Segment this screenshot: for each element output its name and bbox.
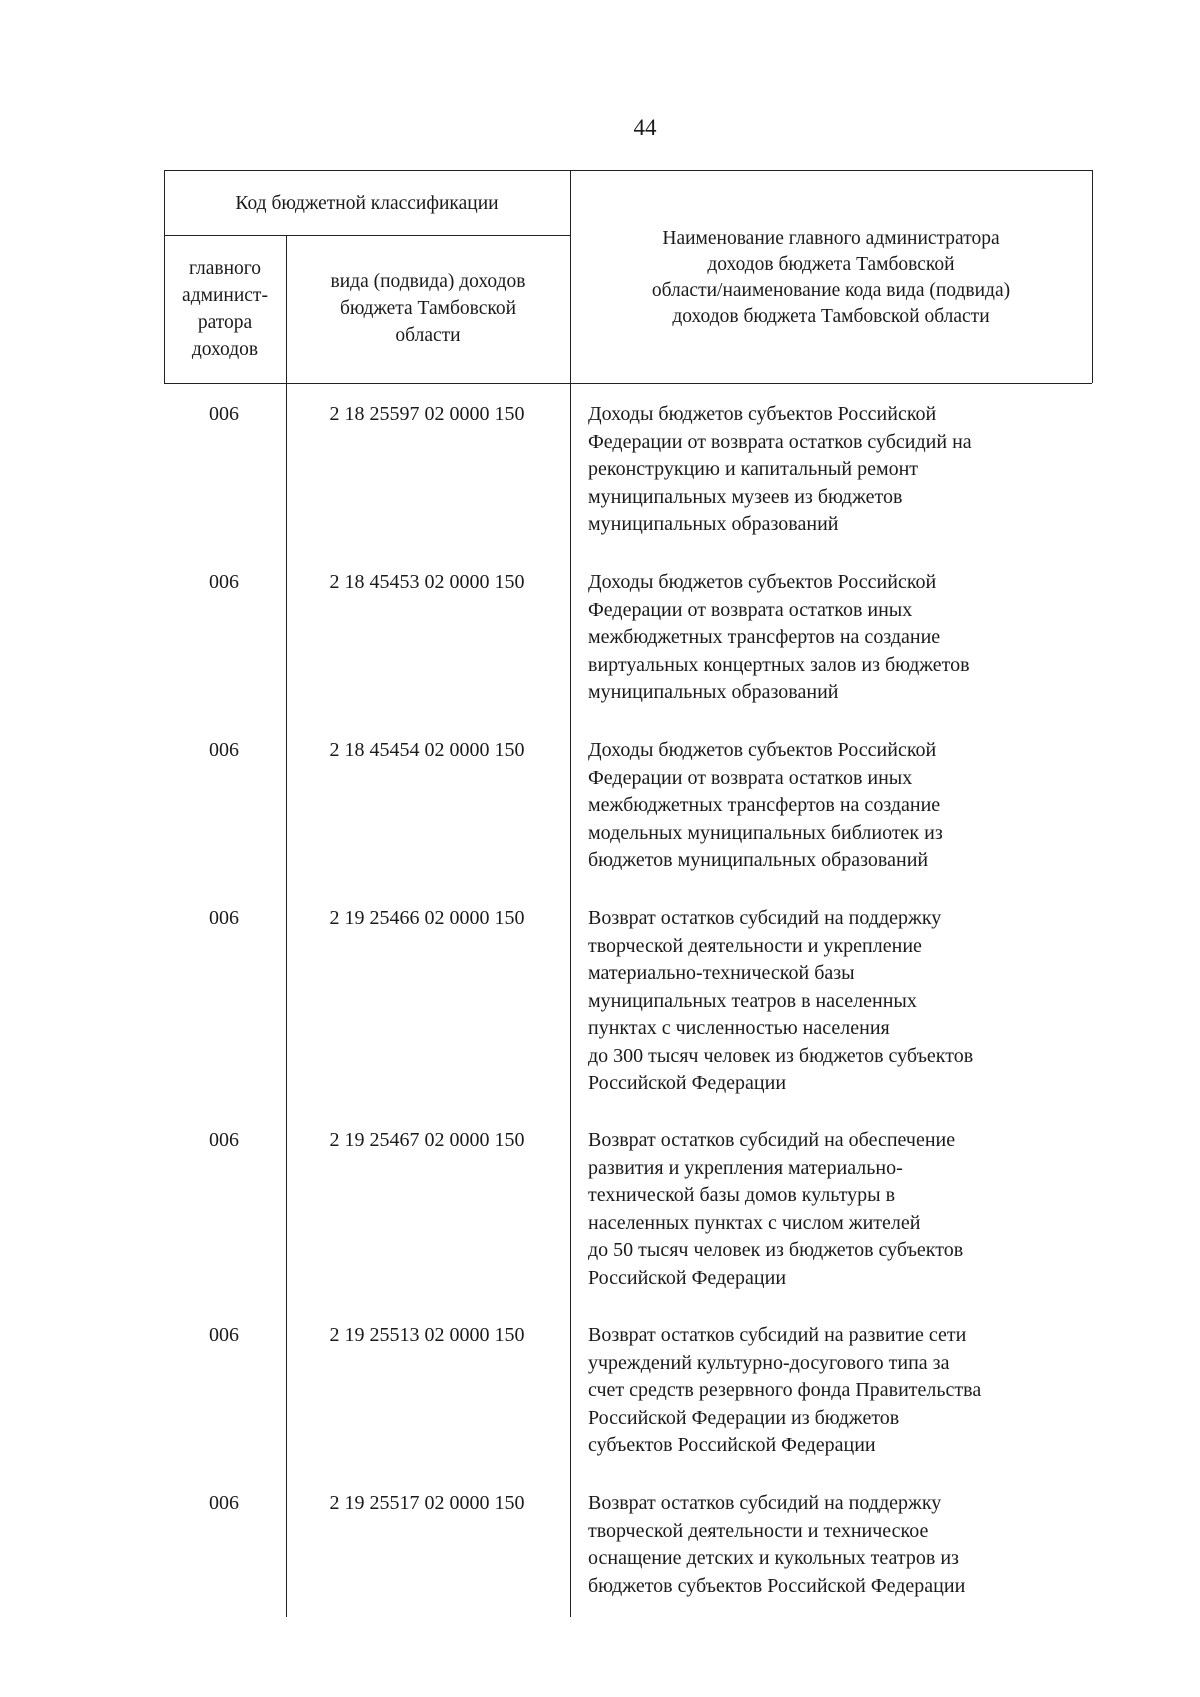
header-group-title: Код бюджетной классификации xyxy=(235,193,499,214)
revenue-name-line: бюджетов субъектов Российской Федерации xyxy=(588,1574,966,1597)
revenue-code-cell: 2 19 25467 02 0000 150 xyxy=(329,1129,525,1151)
table-right-border xyxy=(1092,170,1093,383)
table-top-border xyxy=(164,170,1092,171)
revenue-name-cell xyxy=(588,1490,1073,1600)
revenue-name-line: виртуальных концертных залов из бюджетов xyxy=(588,653,970,676)
revenue-code-cell: 2 19 25513 02 0000 150 xyxy=(329,1324,525,1346)
revenue-name-line: Возврат остатков субсидий на обеспечение xyxy=(588,1129,956,1151)
header-admin-line: ратора xyxy=(197,312,253,333)
admin-code-cell: 006 xyxy=(209,1129,239,1151)
revenue-code-cell: 2 18 45453 02 0000 150 xyxy=(329,571,525,593)
header-admin-column xyxy=(164,255,286,363)
admin-code-cell: 006 xyxy=(209,1492,239,1514)
revenue-name-line: муниципальных образований xyxy=(588,513,839,535)
header-name-column xyxy=(570,226,1092,330)
revenue-name-line: населенных пунктах с числом жителей xyxy=(588,1211,921,1234)
revenue-name-line: творческой деятельности и укрепление xyxy=(588,934,922,957)
revenue-name-line: субъектов Российской Федерации xyxy=(588,1434,876,1456)
revenue-name-line: Российской Федерации xyxy=(588,1266,787,1289)
revenue-code-cell: 2 19 25517 02 0000 150 xyxy=(329,1492,525,1514)
header-bottom-border xyxy=(164,383,1092,384)
header-admin-line: доходов xyxy=(191,339,259,360)
revenue-name-line: Федерации от возврата остатков иных xyxy=(588,598,913,621)
revenue-name-line: пунктах с численностью населения xyxy=(588,1017,890,1039)
admin-code-cell: 006 xyxy=(209,739,239,761)
revenue-name-line: муниципальных театров в населенных xyxy=(588,989,917,1012)
admin-code-cell: 006 xyxy=(209,907,239,929)
revenue-name-line: модельных муниципальных библиотек из xyxy=(588,821,943,844)
revenue-name-line: до 50 тысяч человек из бюджетов субъектов xyxy=(588,1239,964,1261)
revenue-name-line: Федерации от возврата остатков иных xyxy=(588,766,913,789)
revenue-name-line: развития и укрепления материально- xyxy=(588,1156,903,1179)
revenue-name-line: бюджетов муниципальных образований xyxy=(588,849,929,871)
page-number: 44 xyxy=(633,115,657,140)
revenue-name-line: межбюджетных трансфертов на создание xyxy=(588,794,941,816)
header-code-column xyxy=(286,268,570,349)
header-name-line: Наименование главного администратора xyxy=(662,228,1000,249)
header-code-line: вида (подвида) доходов xyxy=(330,271,526,292)
admin-code-cell: 006 xyxy=(209,403,239,425)
revenue-code-cell: 2 18 45454 02 0000 150 xyxy=(329,739,525,761)
revenue-name-cell xyxy=(588,1127,1073,1292)
revenue-name-line: Возврат остатков субсидий на поддержку xyxy=(588,907,942,929)
revenue-name-line: Федерации от возврата остатков субсидий на xyxy=(588,430,972,453)
revenue-name-line: учреждений культурно-досугового типа за xyxy=(588,1351,950,1374)
revenue-name-line: Возврат остатков субсидий на развитие сети xyxy=(588,1324,967,1346)
header-admin-line: админист- xyxy=(182,285,268,306)
revenue-name-line: оснащение детских и кукольных театров из xyxy=(588,1547,959,1569)
admin-code-cell: 006 xyxy=(209,1324,239,1346)
revenue-name-line: творческой деятельности и техническое xyxy=(588,1519,929,1542)
revenue-name-line: счет средств резервного фонда Правительства xyxy=(588,1379,982,1401)
header-name-line: области/наименование кода вида (подвида) xyxy=(651,280,1011,301)
header-code-line: бюджета Тамбовской xyxy=(339,298,517,319)
revenue-name-line: Возврат остатков субсидий на поддержку xyxy=(588,1492,942,1514)
revenue-name-line: межбюджетных трансфертов на создание xyxy=(588,626,941,648)
revenue-code-cell: 2 18 25597 02 0000 150 xyxy=(329,403,525,425)
revenue-name-line: Доходы бюджетов субъектов Российской xyxy=(588,739,937,761)
revenue-name-cell xyxy=(588,905,1073,1098)
revenue-name-line: Доходы бюджетов субъектов Российской xyxy=(588,403,937,425)
header-name-line: доходов бюджета Тамбовской области xyxy=(672,306,990,327)
column-divider-code-name xyxy=(570,170,571,1617)
revenue-name-line: реконструкцию и капитальный ремонт xyxy=(588,458,919,480)
revenue-name-line: муниципальных музеев из бюджетов xyxy=(588,485,903,508)
admin-code-cell: 006 xyxy=(209,571,239,593)
revenue-name-line: муниципальных образований xyxy=(588,681,839,703)
revenue-name-line: технической базы домов культуры в xyxy=(588,1184,896,1206)
revenue-name-cell xyxy=(588,1322,1073,1460)
header-admin-line: главного xyxy=(188,258,262,279)
revenue-name-cell xyxy=(588,401,1073,539)
revenue-name-cell xyxy=(588,569,1073,707)
revenue-name-line: до 300 тысяч человек из бюджетов субъектов xyxy=(588,1044,974,1067)
header-name-line: доходов бюджета Тамбовской xyxy=(707,254,955,275)
revenue-name-line: Доходы бюджетов субъектов Российской xyxy=(588,571,937,593)
header-group-divider xyxy=(164,235,570,236)
header-code-line: области xyxy=(395,325,461,346)
revenue-name-line: Российской Федерации из бюджетов xyxy=(588,1406,900,1429)
revenue-name-cell xyxy=(588,737,1073,875)
revenue-name-line: Российской Федерации xyxy=(588,1072,787,1094)
revenue-code-cell: 2 19 25466 02 0000 150 xyxy=(329,907,525,929)
revenue-name-line: материально-технической базы xyxy=(588,962,855,984)
